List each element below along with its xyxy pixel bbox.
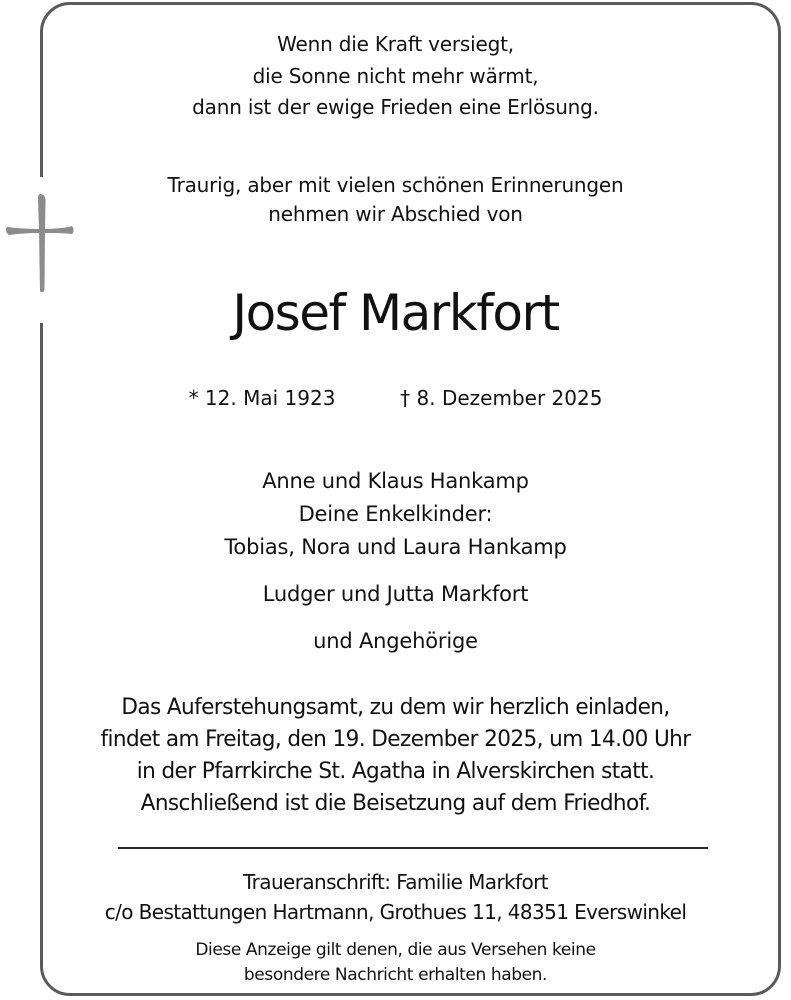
service-line: findet am Freitag, den 19. Dezember 2025, um 14.00 Uhr bbox=[100, 727, 691, 752]
service-line: Anschließend ist die Beisetzung auf dem Friedhof. bbox=[140, 791, 651, 816]
deceased-name: Josef Markfort bbox=[232, 284, 559, 342]
mourner-line: Anne und Klaus Hankamp bbox=[262, 469, 529, 493]
death-date: † 8. Dezember 2025 bbox=[400, 386, 603, 410]
mourner-line: Deine Enkelkinder: bbox=[298, 502, 493, 526]
birth-date: * 12. Mai 1923 bbox=[188, 386, 336, 410]
poem-line: Wenn die Kraft versiegt, bbox=[277, 32, 514, 56]
service-line: Das Auferstehungsamt, zu dem wir herzlich einladen, bbox=[121, 695, 670, 720]
note-line: Diese Anzeige gilt denen, die aus Versehen keine bbox=[195, 940, 596, 960]
poem-line: dann ist der ewige Frieden eine Erlösung. bbox=[192, 95, 599, 119]
note-line: besondere Nachricht erhalten haben. bbox=[243, 965, 548, 985]
address-line: c/o Bestattungen Hartmann, Grothues 11, 48351 Everswinkel bbox=[104, 900, 687, 924]
mourner-line: und Angehörige bbox=[313, 629, 478, 653]
intro-line: Traurig, aber mit vielen schönen Erinnerungen bbox=[167, 173, 624, 197]
poem-line: die Sonne nicht mehr wärmt, bbox=[252, 64, 539, 88]
address-line: Traueranschrift: Familie Markfort bbox=[243, 870, 548, 894]
service-line: in der Pfarrkirche St. Agatha in Alverskirchen statt. bbox=[136, 759, 655, 784]
life-dates bbox=[0, 384, 791, 412]
divider bbox=[118, 847, 708, 849]
intro-line: nehmen wir Abschied von bbox=[268, 202, 523, 226]
mourner-line: Tobias, Nora und Laura Hankamp bbox=[224, 535, 567, 559]
mourner-line: Ludger und Jutta Markfort bbox=[262, 582, 529, 606]
